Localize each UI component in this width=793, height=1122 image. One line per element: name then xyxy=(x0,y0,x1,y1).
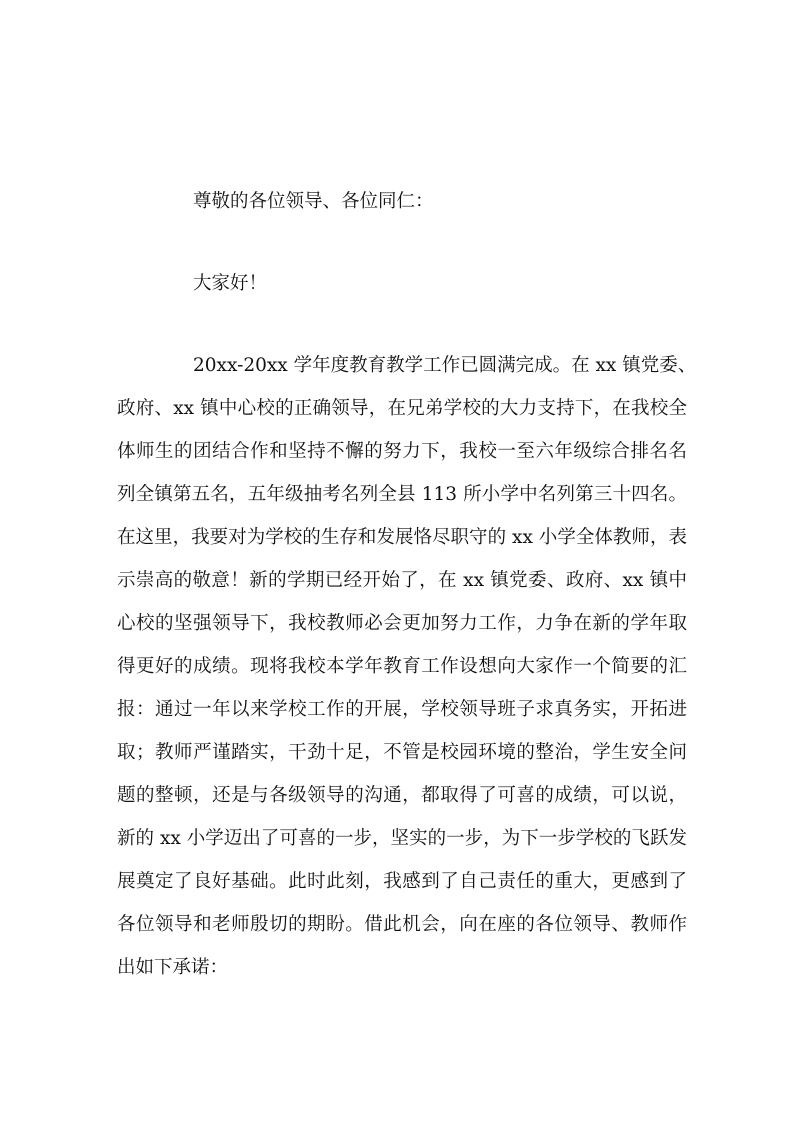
paragraph-line: 出如下承诺： xyxy=(117,957,229,978)
paragraph-line: 新的 xx 小学迈出了可喜的一步，坚实的一步，为下一步学校的飞跃发 xyxy=(117,828,687,849)
paragraph-line: 列全镇第五名，五年级抽考名列全县 113 所小学中名列第三十四名。 xyxy=(117,484,687,505)
greeting: 大家好！ xyxy=(193,273,268,294)
salutation: 尊敬的各位领导、各位同仁： xyxy=(193,191,434,212)
paragraph-line: 报：通过一年以来学校工作的开展，学校领导班子求真务实，开拓进 xyxy=(117,699,687,720)
paragraph-line: 得更好的成绩。现将我校本学年教育工作设想向大家作一个简要的汇 xyxy=(117,656,687,677)
paragraph-line: 各位领导和老师殷切的期盼。借此机会，向在座的各位领导、教师作 xyxy=(117,914,687,935)
paragraph-line: 示崇高的敬意！新的学期已经开始了，在 xx 镇党委、政府、xx 镇中 xyxy=(117,570,687,591)
paragraph-line: 展奠定了良好基础。此时此刻，我感到了自己责任的重大，更感到了 xyxy=(117,871,687,892)
paragraph-line: 心校的坚强领导下，我校教师必会更加努力工作，力争在新的学年取 xyxy=(117,613,687,634)
paragraph-line: 政府、xx 镇中心校的正确领导，在兄弟学校的大力支持下，在我校全 xyxy=(117,398,687,419)
paragraph-line: 体师生的团结合作和坚持不懈的努力下，我校一至六年级综合排名名 xyxy=(117,441,687,462)
paragraph-line: 取；教师严谨踏实，干劲十足，不管是校园环境的整治，学生安全问 xyxy=(117,742,687,763)
paragraph-line: 在这里，我要对为学校的生存和发展恪尽职守的 xx 小学全体教师，表 xyxy=(117,527,687,548)
paragraph-line: 题的整顿，还是与各级领导的沟通，都取得了可喜的成绩，可以说， xyxy=(117,785,687,806)
paragraph-line: 20xx-20xx 学年度教育教学工作已圆满完成。在 xx 镇党委、 xyxy=(193,355,697,376)
